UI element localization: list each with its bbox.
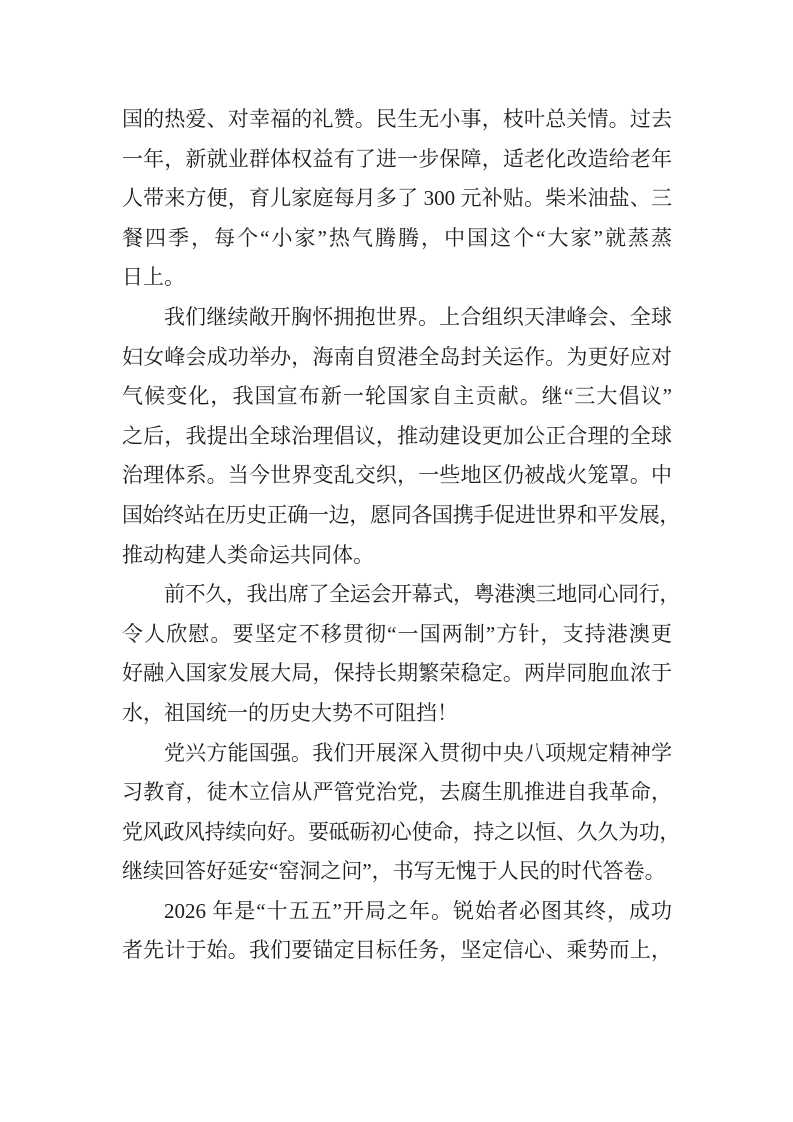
text-line: 之后，我提出全球治理倡议，推动建设更加公正合理的全球 [122, 423, 672, 448]
text-line: 前不久，我出席了全运会开幕式，粤港澳三地同心同行， [164, 582, 680, 607]
text-line: 党风政风持续向好。要砥砺初心使命，持之以恒、久久为功， [122, 819, 681, 844]
text-line: 气候变化，我国宣布新一轮国家自主贡献。继“三大倡议” [122, 384, 672, 409]
text-line: 2026 年是“十五五”开局之年。锐始者必图其终，成功 [164, 898, 672, 923]
text-line: 好融入国家发展大局，保持长期繁荣稳定。两岸同胞血浓于 [122, 661, 672, 686]
paragraph-party [122, 734, 681, 892]
paragraph-hk-macao-taiwan [122, 575, 680, 733]
text-line: 者先计于始。我们要锚定目标任务，坚定信心、乘势而上， [122, 938, 672, 963]
text-line: 国的热爱、对幸福的礼赞。民生无小事，枝叶总关情。过去 [122, 107, 672, 131]
text-line: 治理体系。当今世界变乱交织，一些地区仍被战火笼罩。中 [122, 463, 672, 488]
text-line: 水，祖国统一的历史大势不可阻挡！ [122, 700, 458, 725]
paragraph-world [122, 298, 681, 575]
text-line: 一年，新就业群体权益有了进一步保障，适老化改造给老年 [122, 146, 672, 171]
text-line: 人带来方便，育儿家庭每月多了 300 元补贴。柴米油盐、三 [122, 186, 672, 211]
text-line: 国始终站在历史正确一边，愿同各国携手促进世界和平发展， [122, 502, 681, 527]
text-line: 我们继续敞开胸怀拥抱世界。上合组织天津峰会、全球 [164, 304, 672, 329]
text-line: 习教育，徒木立信从严管党治党，去腐生肌推进自我革命， [122, 780, 672, 805]
text-line: 党兴方能国强。我们开展深入贯彻中央八项规定精神学 [164, 740, 672, 765]
text-line: 日上。 [122, 265, 185, 290]
paragraph-2026 [122, 892, 672, 971]
paragraph-livelihood [122, 100, 672, 298]
text-line: 餐四季，每个“小家”热气腾腾，中国这个“大家”就蒸蒸 [122, 225, 672, 250]
text-line: 继续回答好延安“窑洞之问”，书写无愧于人民的时代答卷。 [122, 859, 666, 884]
text-line: 妇女峰会成功举办，海南自贸港全岛封关运作。为更好应对 [122, 344, 672, 369]
body-text [122, 100, 681, 971]
text-line: 令人欣慰。要坚定不移贯彻“一国两制”方针，支持港澳更 [122, 621, 672, 646]
text-line: 推动构建人类命运共同体。 [122, 542, 374, 567]
